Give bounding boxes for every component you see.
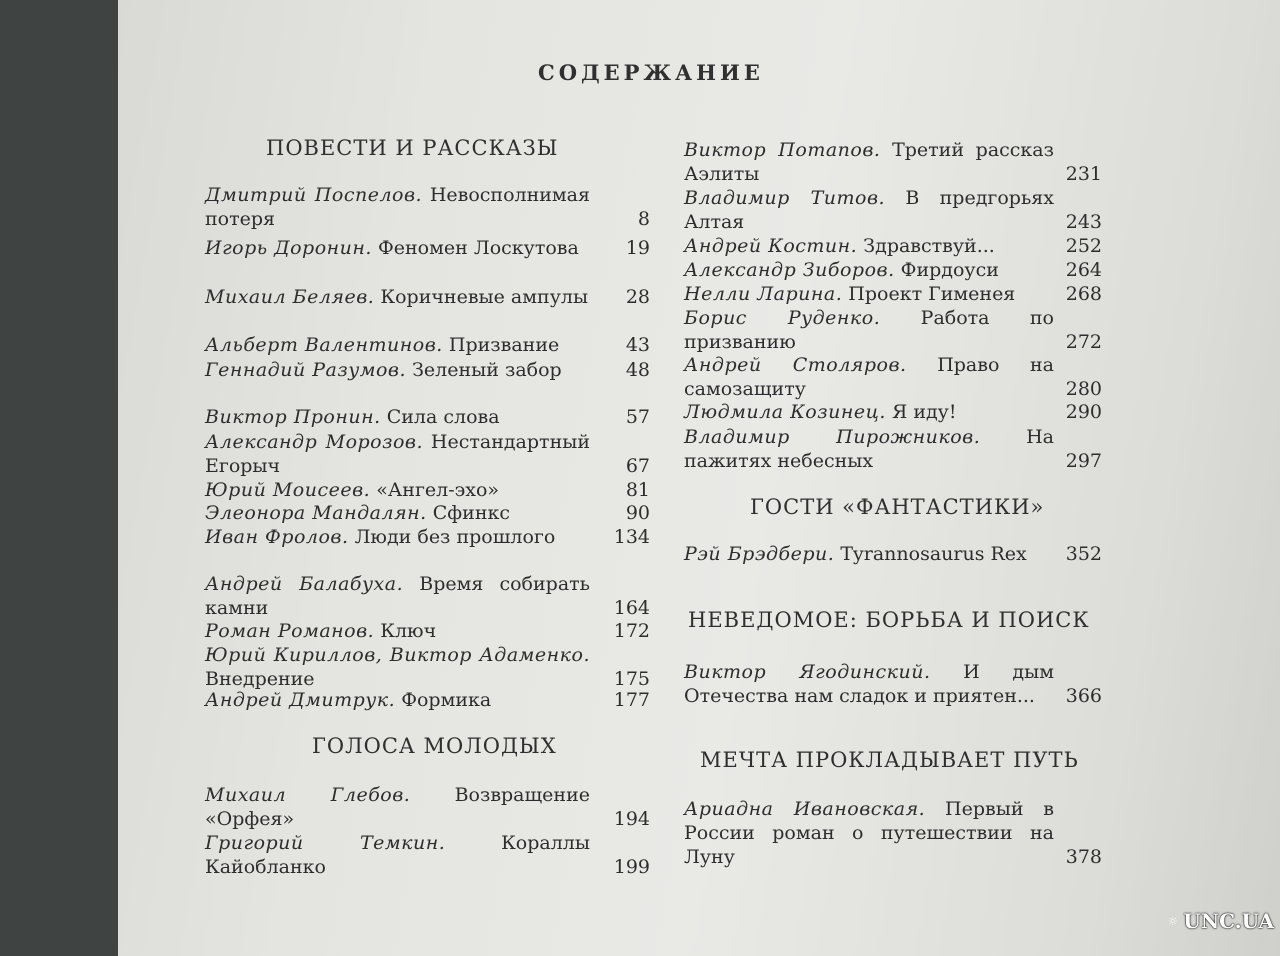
toc-entry bbox=[205, 525, 650, 549]
entry-author: Михаил Глебов. bbox=[205, 784, 411, 806]
entry-title: Зеленый забор bbox=[412, 359, 562, 381]
entry-page: 272 bbox=[1065, 331, 1102, 353]
entry-title: «Ангел-эхо» bbox=[376, 479, 500, 501]
entry-author: Роман Романов. bbox=[205, 620, 375, 642]
entry-author: Ариадна Ивановская. bbox=[684, 798, 926, 820]
entry-page: 352 bbox=[1065, 543, 1102, 565]
toc-entry bbox=[684, 282, 1102, 306]
toc-entry bbox=[205, 783, 650, 831]
entry-author: Владимир Пирожников. bbox=[684, 426, 981, 448]
entry-page: 297 bbox=[1065, 450, 1102, 472]
toc-entry bbox=[205, 688, 650, 712]
entry-page: 43 bbox=[625, 334, 650, 356]
entry-author: Александр Зиборов. bbox=[684, 259, 895, 281]
entry-title: Формика bbox=[401, 689, 492, 711]
entry-page: 280 bbox=[1065, 378, 1102, 400]
entry-page: 164 bbox=[613, 597, 650, 619]
entry-title: Проект Гименея bbox=[848, 283, 1016, 305]
entry-author: Иван Фролов. bbox=[205, 526, 349, 548]
entry-page: 57 bbox=[625, 406, 650, 428]
entry-title: Феномен Лоскутова bbox=[378, 237, 579, 259]
entry-title: Кораллы Кайобланко bbox=[205, 832, 590, 878]
entry-page: 194 bbox=[613, 808, 650, 830]
page-title: СОДЕРЖАНИЕ bbox=[538, 60, 764, 85]
entry-title: Время собирать камни bbox=[205, 573, 591, 619]
toc-entry bbox=[684, 425, 1102, 473]
entry-page: 48 bbox=[625, 359, 650, 381]
toc-entry bbox=[684, 186, 1102, 234]
entry-author: Виктор Ягодинский. bbox=[684, 661, 931, 683]
entry-author: Юрий Моисеев. bbox=[205, 479, 371, 501]
entry-page: 8 bbox=[637, 208, 650, 230]
toc-entry bbox=[205, 572, 650, 620]
toc-entry bbox=[205, 405, 650, 429]
entry-page: 177 bbox=[613, 689, 650, 711]
toc-entry bbox=[205, 831, 650, 879]
entry-page: 264 bbox=[1065, 259, 1102, 281]
entry-title: Нестандартный Егорыч bbox=[205, 431, 591, 477]
entry-author: Нелли Ларина. bbox=[684, 283, 843, 305]
toc-entry bbox=[684, 660, 1102, 708]
entry-author: Виктор Пронин. bbox=[205, 406, 381, 428]
entry-page: 134 bbox=[613, 526, 650, 548]
entry-author: Людмила Козинец. bbox=[684, 401, 886, 423]
entry-author: Рэй Брэдбери. bbox=[684, 543, 835, 565]
entry-title: И дым Отечества нам сладок и приятен... bbox=[684, 661, 1054, 707]
entry-author: Григорий Темкин. bbox=[205, 832, 446, 854]
entry-title: Коричневые ампулы bbox=[380, 286, 589, 308]
entry-author: Андрей Столяров. bbox=[684, 354, 907, 376]
entry-title: Право на самозащиту bbox=[684, 354, 1055, 400]
entry-title: Внедрение bbox=[205, 668, 315, 690]
entry-author: Андрей Костин. bbox=[684, 235, 858, 257]
entry-author: Владимир Титов. bbox=[684, 187, 886, 209]
entry-page: 90 bbox=[625, 502, 650, 524]
entry-title: В предгорьях Алтая bbox=[684, 187, 1054, 233]
toc-entry bbox=[684, 353, 1102, 401]
entry-page: 243 bbox=[1065, 211, 1102, 233]
entry-title: Ключ bbox=[380, 620, 437, 642]
toc-entry bbox=[205, 478, 650, 502]
entry-author: Михаил Беляев. bbox=[205, 286, 375, 308]
toc-entry bbox=[684, 542, 1102, 566]
toc-entry bbox=[205, 501, 650, 525]
entry-title: На пажитях небесных bbox=[684, 426, 1055, 472]
entry-page: 28 bbox=[625, 286, 650, 308]
toc-entry bbox=[684, 234, 1102, 258]
section-heading: ГОЛОСА МОЛОДЫХ bbox=[312, 734, 557, 758]
entry-author: Дмитрий Поспелов. bbox=[205, 184, 423, 206]
entry-title: Tyrannosaurus Rex bbox=[840, 543, 1027, 565]
site-watermark bbox=[1168, 898, 1274, 944]
entry-title: Первый в России роман о путешествии на Луну bbox=[684, 798, 1054, 868]
section-heading: НЕВЕДОМОЕ: БОРЬБА И ПОИСК bbox=[688, 608, 1090, 632]
toc-entry bbox=[205, 285, 650, 309]
toc-entry bbox=[205, 236, 650, 260]
toc-entry bbox=[684, 138, 1102, 186]
entry-title: Призвание bbox=[448, 334, 560, 356]
entry-author: Андрей Дмитрук. bbox=[205, 689, 396, 711]
entry-page: 252 bbox=[1065, 235, 1102, 257]
entry-author: Игорь Доронин. bbox=[205, 237, 372, 259]
toc-entry bbox=[684, 306, 1102, 354]
entry-page: 19 bbox=[625, 237, 650, 259]
section-heading: МЕЧТА ПРОКЛАДЫВАЕТ ПУТЬ bbox=[700, 748, 1079, 772]
entry-author: Геннадий Разумов. bbox=[205, 359, 407, 381]
entry-title: Возвращение «Орфея» bbox=[205, 784, 590, 830]
toc-entry bbox=[684, 258, 1102, 282]
entry-author: Юрий Кириллов, Виктор Адаменко. bbox=[205, 644, 590, 666]
entry-title: Люди без прошлого bbox=[354, 526, 556, 548]
toc-entry bbox=[205, 430, 650, 478]
toc-entry bbox=[205, 183, 650, 231]
section-heading: ПОВЕСТИ И РАССКАЗЫ bbox=[266, 136, 559, 160]
entry-title: Невосполнимая потеря bbox=[205, 184, 590, 230]
entry-author: Виктор Потапов. bbox=[684, 139, 881, 161]
toc-entry bbox=[205, 358, 650, 382]
entry-page: 366 bbox=[1065, 685, 1102, 707]
entry-title: Третий рассказ Аэлиты bbox=[684, 139, 1054, 185]
entry-author: Альберт Валентинов. bbox=[205, 334, 443, 356]
entry-author: Борис Руденко. bbox=[684, 307, 881, 329]
toc-entry bbox=[684, 400, 1102, 424]
entry-title: Работа по призванию bbox=[684, 307, 1054, 353]
entry-author: Элеонора Мандалян. bbox=[205, 502, 427, 524]
entry-page: 378 bbox=[1065, 846, 1102, 868]
entry-page: 268 bbox=[1065, 283, 1102, 305]
entry-title: Сила слова bbox=[386, 406, 500, 428]
entry-page: 81 bbox=[625, 479, 650, 501]
entry-page: 199 bbox=[613, 856, 650, 878]
entry-page: 172 bbox=[613, 620, 650, 642]
toc-entry bbox=[205, 333, 650, 357]
entry-author: Андрей Балабуха. bbox=[205, 573, 404, 595]
watermark-text: UNC.UA bbox=[1183, 909, 1274, 933]
entry-title: Здравствуй... bbox=[863, 235, 995, 257]
sun-logo-icon bbox=[1168, 904, 1177, 938]
entry-page: 290 bbox=[1065, 401, 1102, 423]
toc-entry bbox=[684, 797, 1102, 869]
entry-page: 231 bbox=[1065, 163, 1102, 185]
entry-page: 175 bbox=[613, 668, 650, 690]
entry-title: Сфинкс bbox=[432, 502, 511, 524]
section-heading: ГОСТИ «ФАНТАСТИКИ» bbox=[750, 495, 1045, 519]
entry-page: 67 bbox=[625, 455, 650, 477]
entry-title: Я иду! bbox=[891, 401, 957, 423]
entry-author: Александр Морозов. bbox=[205, 431, 424, 453]
entry-title: Фирдоуси bbox=[900, 259, 999, 281]
toc-entry bbox=[205, 619, 650, 643]
toc-entry bbox=[205, 643, 650, 691]
